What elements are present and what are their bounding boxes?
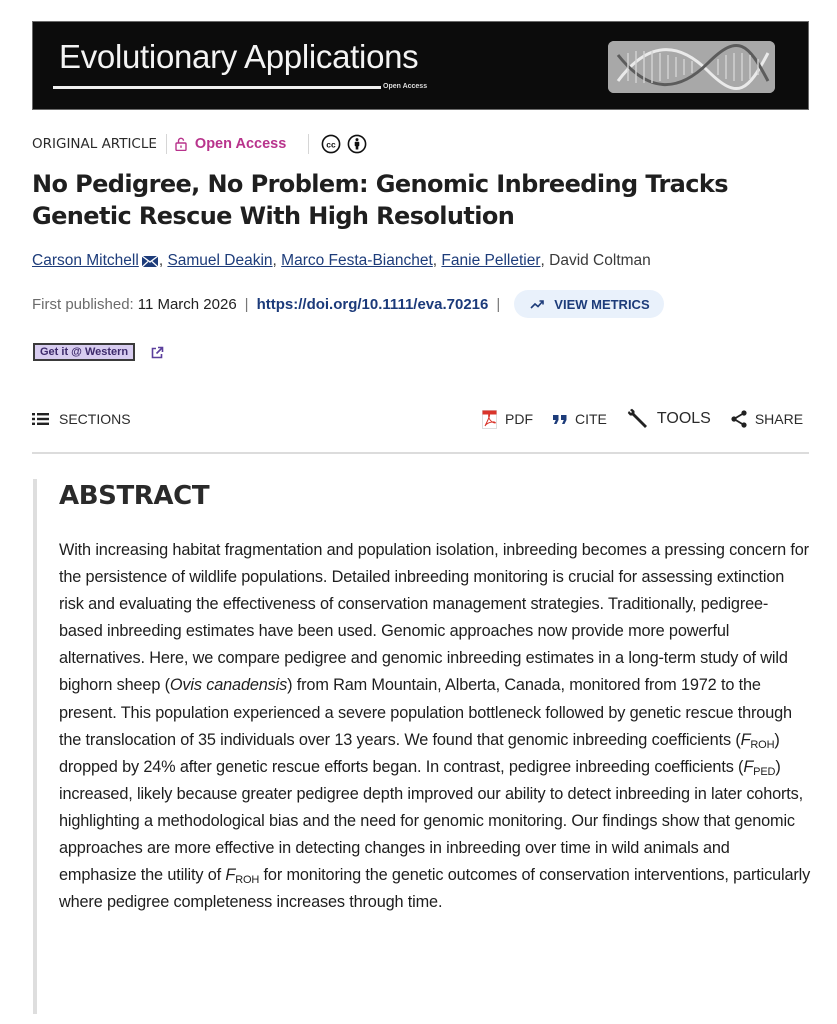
divider bbox=[166, 134, 167, 154]
cite-label: CITE bbox=[575, 411, 607, 427]
pdf-label: PDF bbox=[505, 411, 533, 427]
banner-tagline: Open Access bbox=[383, 83, 428, 90]
share-button[interactable] bbox=[731, 410, 803, 428]
pdf-button[interactable] bbox=[482, 410, 533, 429]
sections-button[interactable] bbox=[32, 411, 131, 427]
journal-banner[interactable] bbox=[32, 21, 809, 110]
unlock-icon bbox=[175, 137, 187, 151]
pdf-icon bbox=[482, 410, 497, 429]
by-attribution-icon bbox=[347, 134, 367, 154]
cite-button[interactable] bbox=[553, 411, 607, 427]
article-type: ORIGINAL ARTICLE bbox=[32, 136, 157, 152]
banner-rule bbox=[53, 86, 381, 89]
quote-icon bbox=[553, 414, 567, 425]
abstract-text: With increasing habitat fragmentation and population isolation, inbreeding becomes a pressing concern for the persistence of wildlife populations. Detailed inbreeding monitoring is crucial for assessing extinction risk and evaluating the effectiveness of conservation management strategies. Traditionally, pedigree-based inbreeding estimates have been used. Genomic approaches now provide more powerful alternatives. Here, we compare pedigree and genomic inbreeding estimates in a long-term study of wild bighorn sheep (Ovis canadensis) from Ram Mountain, Alberta, Canada, monitored from 1972 to the present. This population experienced a severe population bottleneck followed by genetic rescue through the translocation of 35 individuals over 13 years. We found that genomic inbreeding coefficients $(F_{ROH})$ dropped by 24% after genetic rescue efforts began. In contrast, pedigree inbreeding coefficients $(F_{PED})$ increased, likely because greater pedigree depth improved our ability to detect inbreeding in later cohorts, highlighting a methodological bias and the need for genomic monitoring. Our findings show that genomic approaches are more effective in detecting changes in inbreeding over time in wild animals and emphasize the utility of $F_{ROH}$ for monitoring the genetic outcomes of conservation interventions, particularly where pedigree completeness increases through time. bbox=[59, 541, 811, 912]
view-metrics-label: VIEW METRICS bbox=[554, 296, 650, 312]
first-published-date: 11 March 2026 bbox=[137, 295, 237, 313]
open-access-label: Open Access bbox=[194, 136, 287, 152]
author-link[interactable]: Carson Mitchell bbox=[32, 252, 139, 269]
doi-link[interactable]: https://doi.org/10.1111/eva.70216 bbox=[256, 295, 489, 313]
publication-info: First published: 11 March 2026 | https://doi.org/10.1111/eva.70216 | VIEW METRICS bbox=[32, 290, 664, 318]
view-metrics-button[interactable] bbox=[514, 290, 663, 318]
sections-label: SECTIONS bbox=[59, 411, 131, 427]
abstract-heading: ABSTRACT bbox=[59, 481, 210, 511]
trending-up-icon bbox=[530, 299, 544, 309]
tools-label: TOOLS bbox=[656, 410, 711, 427]
library-access bbox=[33, 342, 164, 362]
svg-text:cc: cc bbox=[326, 139, 336, 150]
species-name: Ovis canadensis bbox=[169, 676, 288, 695]
article-title: No Pedigree, No Problem: Genomic Inbreeding Tracks Genetic Rescue With High Resolution bbox=[32, 170, 728, 230]
license-icons[interactable] bbox=[321, 134, 367, 154]
open-access-badge[interactable] bbox=[175, 136, 286, 152]
dna-helix-image bbox=[608, 41, 775, 93]
article-tools bbox=[482, 408, 803, 430]
divider bbox=[308, 134, 309, 154]
author-link[interactable]: Marco Festa-Bianchet bbox=[281, 252, 433, 269]
author-link[interactable]: Samuel Deakin bbox=[167, 252, 273, 269]
author-link[interactable]: Fanie Pelletier bbox=[441, 252, 541, 269]
get-it-at-western-button[interactable]: Get it @ Western bbox=[33, 343, 135, 361]
first-published-label: First published: bbox=[32, 295, 134, 313]
list-icon bbox=[32, 412, 49, 426]
wrench-icon bbox=[627, 408, 649, 430]
share-icon bbox=[731, 410, 747, 428]
envelope-icon[interactable] bbox=[141, 254, 159, 268]
author-name: David Coltman bbox=[549, 252, 651, 269]
external-link-icon[interactable] bbox=[151, 346, 164, 359]
tools-button[interactable] bbox=[627, 408, 711, 430]
share-label: SHARE bbox=[754, 411, 804, 427]
author-list: Carson Mitchell , Samuel Deakin , Marco Festa-Bianchet , Fanie Pelletier , David Coltman bbox=[32, 252, 651, 269]
journal-title: Evolutionary Applications bbox=[59, 38, 419, 75]
article-meta-row bbox=[32, 134, 367, 154]
cc-icon bbox=[321, 134, 341, 154]
abstract-accent-bar bbox=[33, 479, 37, 1014]
section-divider bbox=[32, 452, 809, 454]
